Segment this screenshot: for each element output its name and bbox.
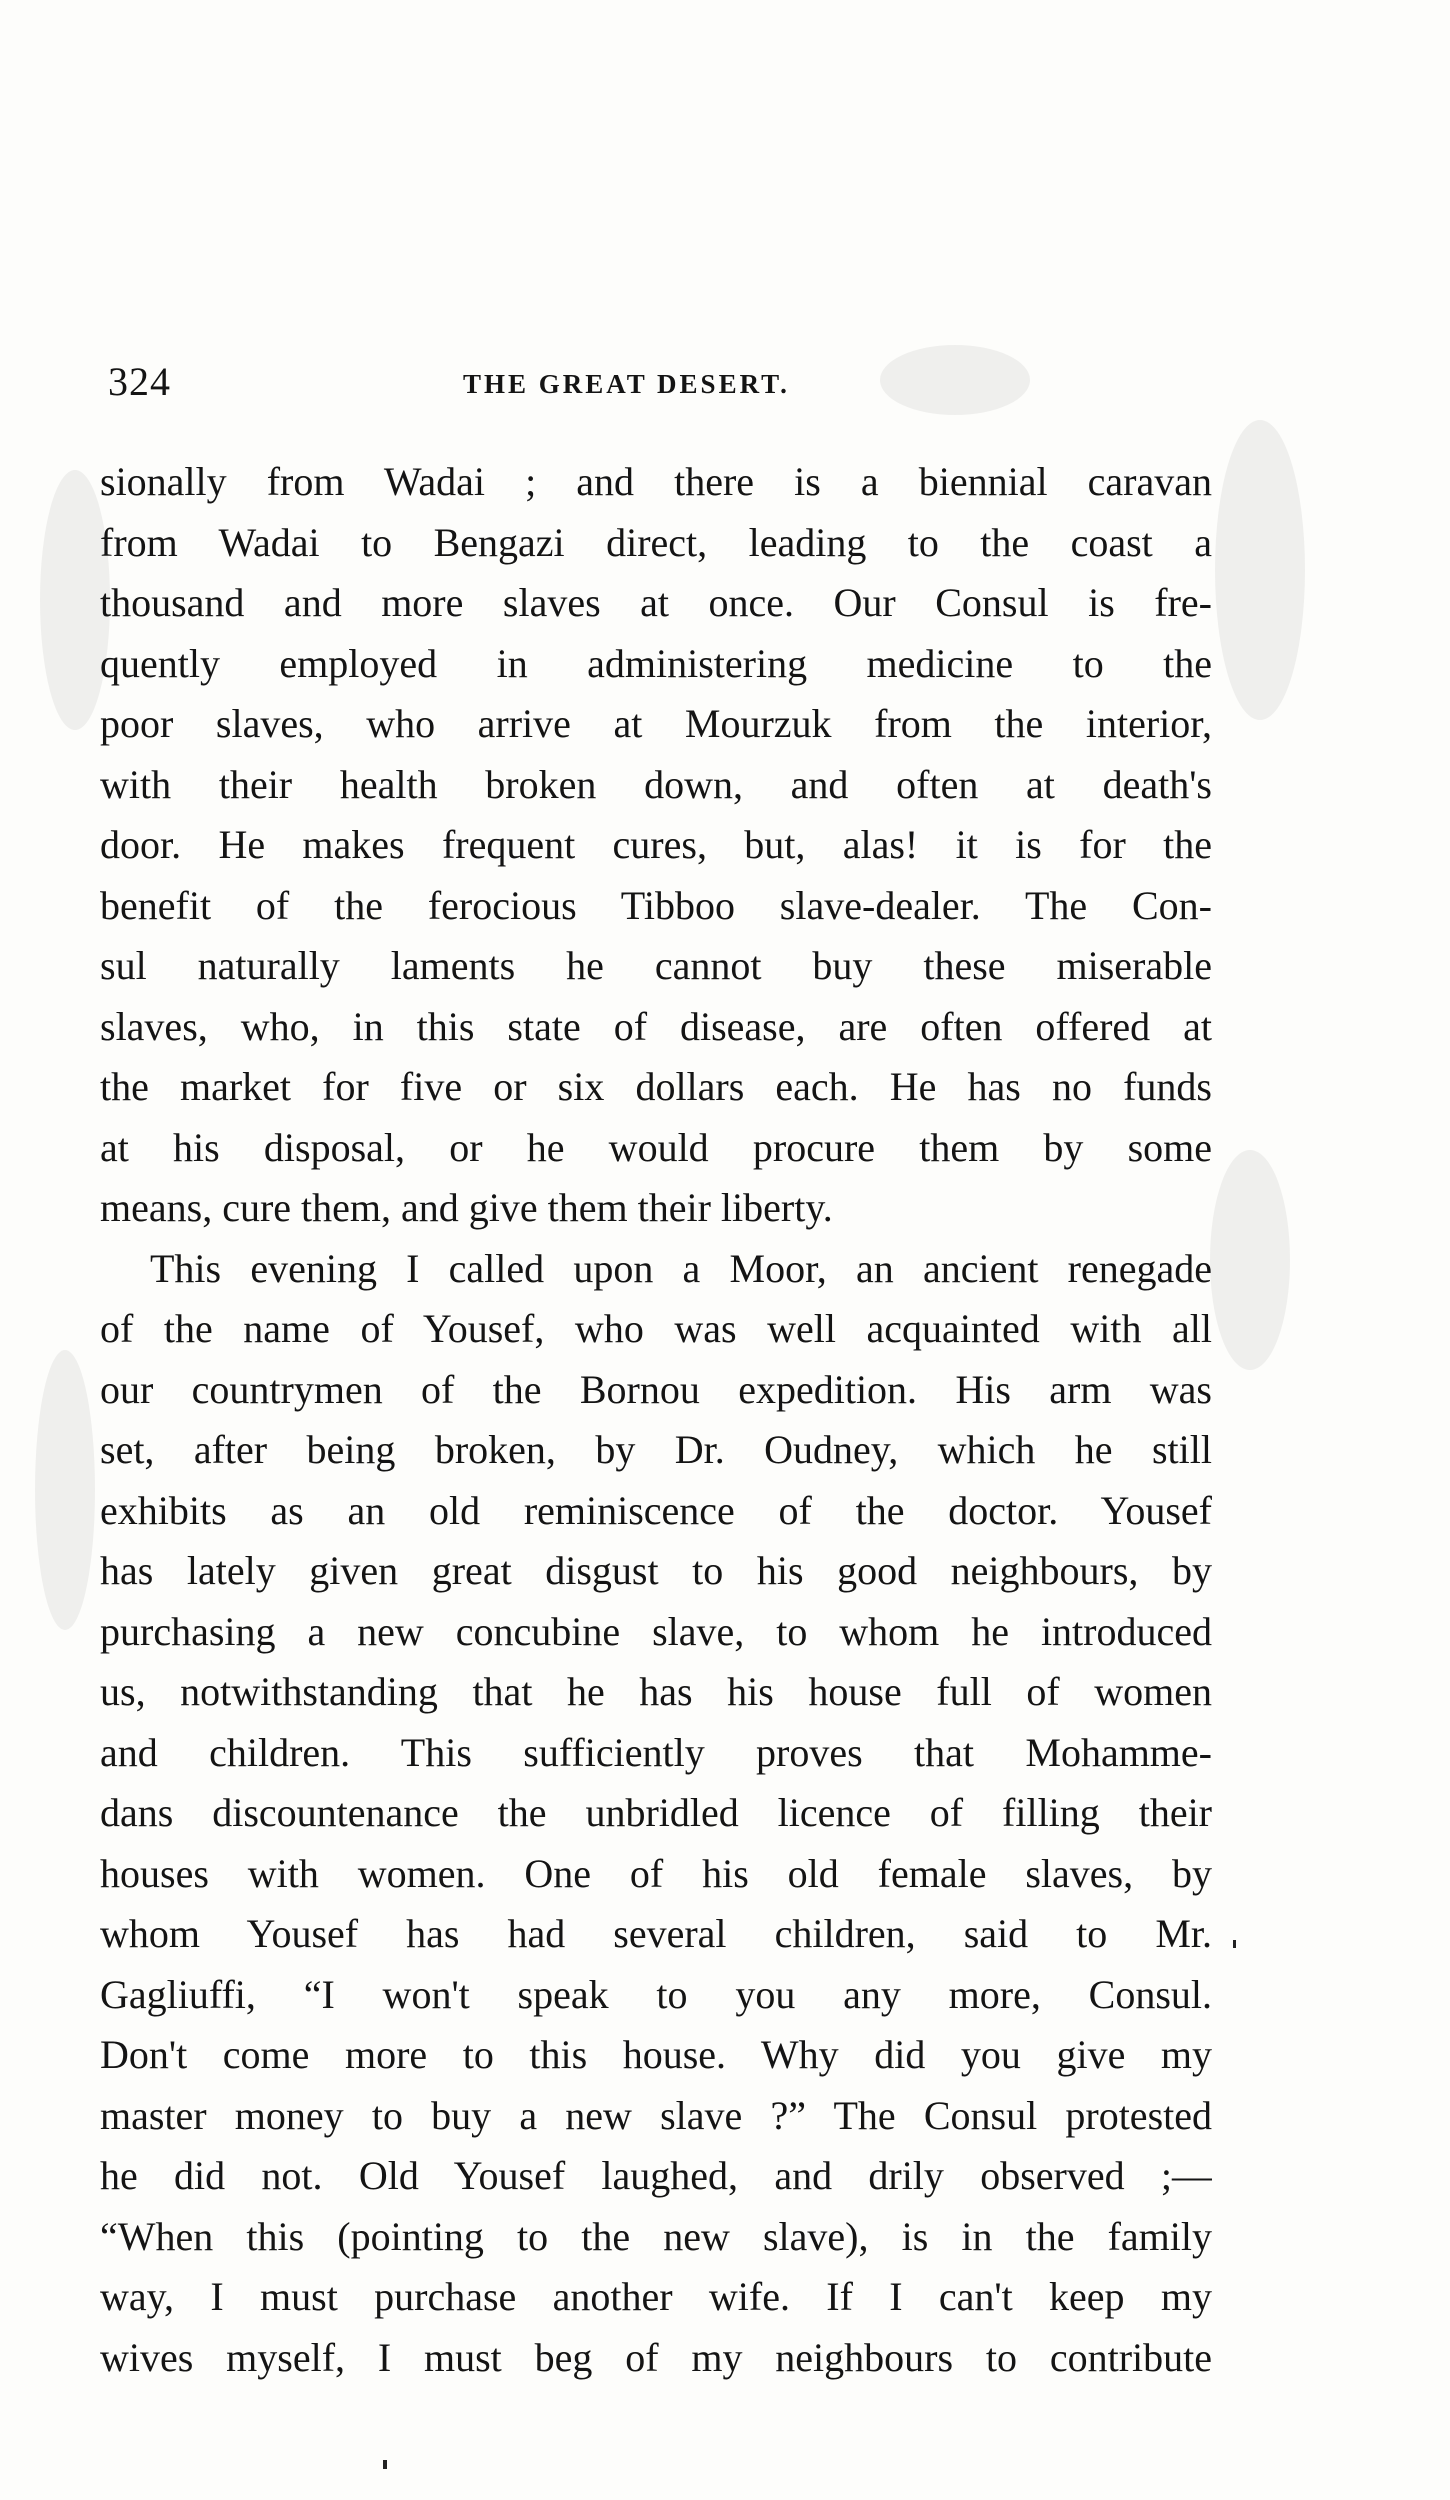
text-line: way, I must purchase another wife. If I can't keep my	[100, 2274, 1212, 2319]
page-header	[108, 352, 1218, 412]
text-line: slaves, who, in this state of disease, are often offered at	[100, 1003, 1212, 1049]
text-line: whom Yousef has had several children, said to Mr.	[100, 1911, 1212, 1956]
text-line: quently employed in administering medicine to the	[100, 640, 1212, 686]
text-line: sul naturally laments he cannot buy these miserable	[100, 943, 1212, 988]
text-line: of the name of Yousef, who was well acquainted with all	[100, 1306, 1212, 1351]
paper-stain	[1215, 420, 1305, 720]
body-text	[100, 452, 1212, 2388]
text-line: with their health broken down, and often at death's	[100, 761, 1212, 807]
paragraph-end-line: means, cure them, and give them their liberty.	[100, 1185, 833, 1230]
text-line: from Wadai to Bengazi direct, leading to the coast a	[100, 519, 1212, 565]
text-line: us, notwithstanding that he has his house full of women	[100, 1669, 1212, 1714]
text-line: at his disposal, or he would procure them by some	[100, 1124, 1212, 1170]
text-line: poor slaves, who arrive at Mourzuk from the interior,	[100, 701, 1212, 746]
text-line: benefit of the ferocious Tibboo slave-dealer. The Con-	[100, 882, 1212, 928]
print-mark	[1233, 1940, 1236, 1948]
text-line: and children. This sufficiently proves that Mohamme-	[100, 1729, 1212, 1775]
text-line: has lately given great disgust to his good neighbours, by	[100, 1548, 1212, 1593]
text-line: our countrymen of the Bornou expedition. His arm was	[100, 1366, 1212, 1412]
text-line: Don't come more to this house. Why did you give my	[100, 2032, 1212, 2077]
text-line: houses with women. One of his old female slaves, by	[100, 1850, 1212, 1896]
text-line: the market for five or six dollars each. He has no funds	[100, 1064, 1212, 1109]
running-title: THE GREAT DESERT.	[463, 369, 790, 399]
paragraph-start-line: This evening I called upon a Moor, an ancient renegade	[150, 1245, 1212, 1291]
paper-stain	[1210, 1150, 1290, 1370]
text-line: thousand and more slaves at once. Our Consul is fre-	[100, 580, 1212, 625]
page-number: 324	[108, 359, 171, 404]
text-line: door. He makes frequent cures, but, alas! it is for the	[100, 822, 1212, 867]
text-line: set, after being broken, by Dr. Oudney, which he still	[100, 1427, 1212, 1472]
text-line: dans discountenance the unbridled licence of filling their	[100, 1790, 1212, 1835]
text-line: Gagliuffi, “I won't speak to you any more, Consul.	[100, 1971, 1212, 2017]
text-line: exhibits as an old reminiscence of the doctor. Yousef	[100, 1487, 1212, 1533]
text-line: wives myself, I must beg of my neighbours to contribute	[100, 2334, 1212, 2380]
text-line: master money to buy a new slave ?” The Consul protested	[100, 2092, 1212, 2138]
print-mark	[383, 2460, 387, 2469]
paper-stain	[35, 1350, 95, 1630]
text-line: sionally from Wadai ; and there is a biennial caravan	[100, 459, 1212, 504]
text-line: purchasing a new concubine slave, to whom he introduced	[100, 1608, 1212, 1654]
text-line: he did not. Old Yousef laughed, and drily observed ;—	[100, 2153, 1212, 2198]
text-line: “When this (pointing to the new slave), is in the family	[100, 2213, 1212, 2259]
